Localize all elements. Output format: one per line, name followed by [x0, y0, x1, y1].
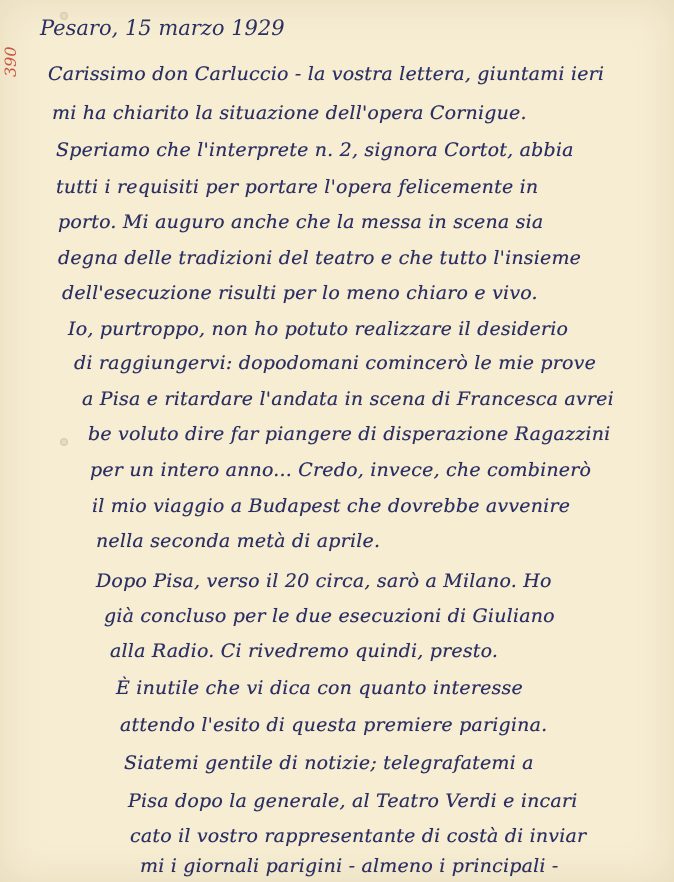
letter-line: nella seconda metà di aprile. [96, 530, 381, 552]
letter-line: Io, purtroppo, non ho potuto realizzare il desiderio [68, 318, 569, 340]
letter-line: È inutile che vi dica con quanto interesse [116, 677, 523, 699]
letter-line: tutti i requisiti per portare l'opera felicemente in [56, 176, 539, 198]
letter-line: Pisa dopo la generale, al Teatro Verdi e incari [128, 790, 578, 812]
letter-line: attendo l'esito di questa premiere parigina. [120, 714, 548, 736]
letter-line: Dopo Pisa, verso il 20 circa, sarò a Milano. Ho [96, 570, 552, 592]
letter-line: già concluso per le due esecuzioni di Giuliano [104, 605, 555, 627]
letter-line: alla Radio. Ci rivedremo quindi, presto. [110, 640, 499, 662]
punch-hole [60, 438, 68, 446]
letter-line: Carissimo don Carluccio - la vostra lettera, giuntami ieri [48, 63, 605, 85]
letter-line: cato il vostro rappresentante di costà di inviar [130, 825, 587, 847]
letter-line: per un intero anno... Credo, invece, che combinerò [90, 459, 592, 481]
letter-line: mi i giornali parigini - almeno i principali - [140, 855, 559, 877]
letter-dateline: Pesaro, 15 marzo 1929 [40, 16, 285, 40]
letter-line: il mio viaggio a Budapest che dovrebbe avvenire [92, 495, 571, 517]
letter-line: a Pisa e ritardare l'andata in scena di Francesca avrei [82, 388, 614, 410]
letter-line: degna delle tradizioni del teatro e che tutto l'insieme [58, 247, 582, 269]
archive-number: 390 [1, 46, 20, 77]
letter-line: Siatemi gentile di notizie; telegrafatemi a [124, 752, 534, 774]
letter-line: porto. Mi auguro anche che la messa in scena sia [58, 211, 544, 233]
letter-line: di raggiungervi: dopodomani comincerò le mie prove [74, 352, 597, 374]
letter-line: be voluto dire far piangere di disperazione Ragazzini [88, 423, 611, 445]
letter-line: Speriamo che l'interprete n. 2, signora Cortot, abbia [56, 139, 574, 161]
letter-line: dell'esecuzione risulti per lo meno chiaro e vivo. [62, 282, 538, 304]
letter-line: mi ha chiarito la situazione dell'opera Cornigue. [52, 102, 527, 124]
